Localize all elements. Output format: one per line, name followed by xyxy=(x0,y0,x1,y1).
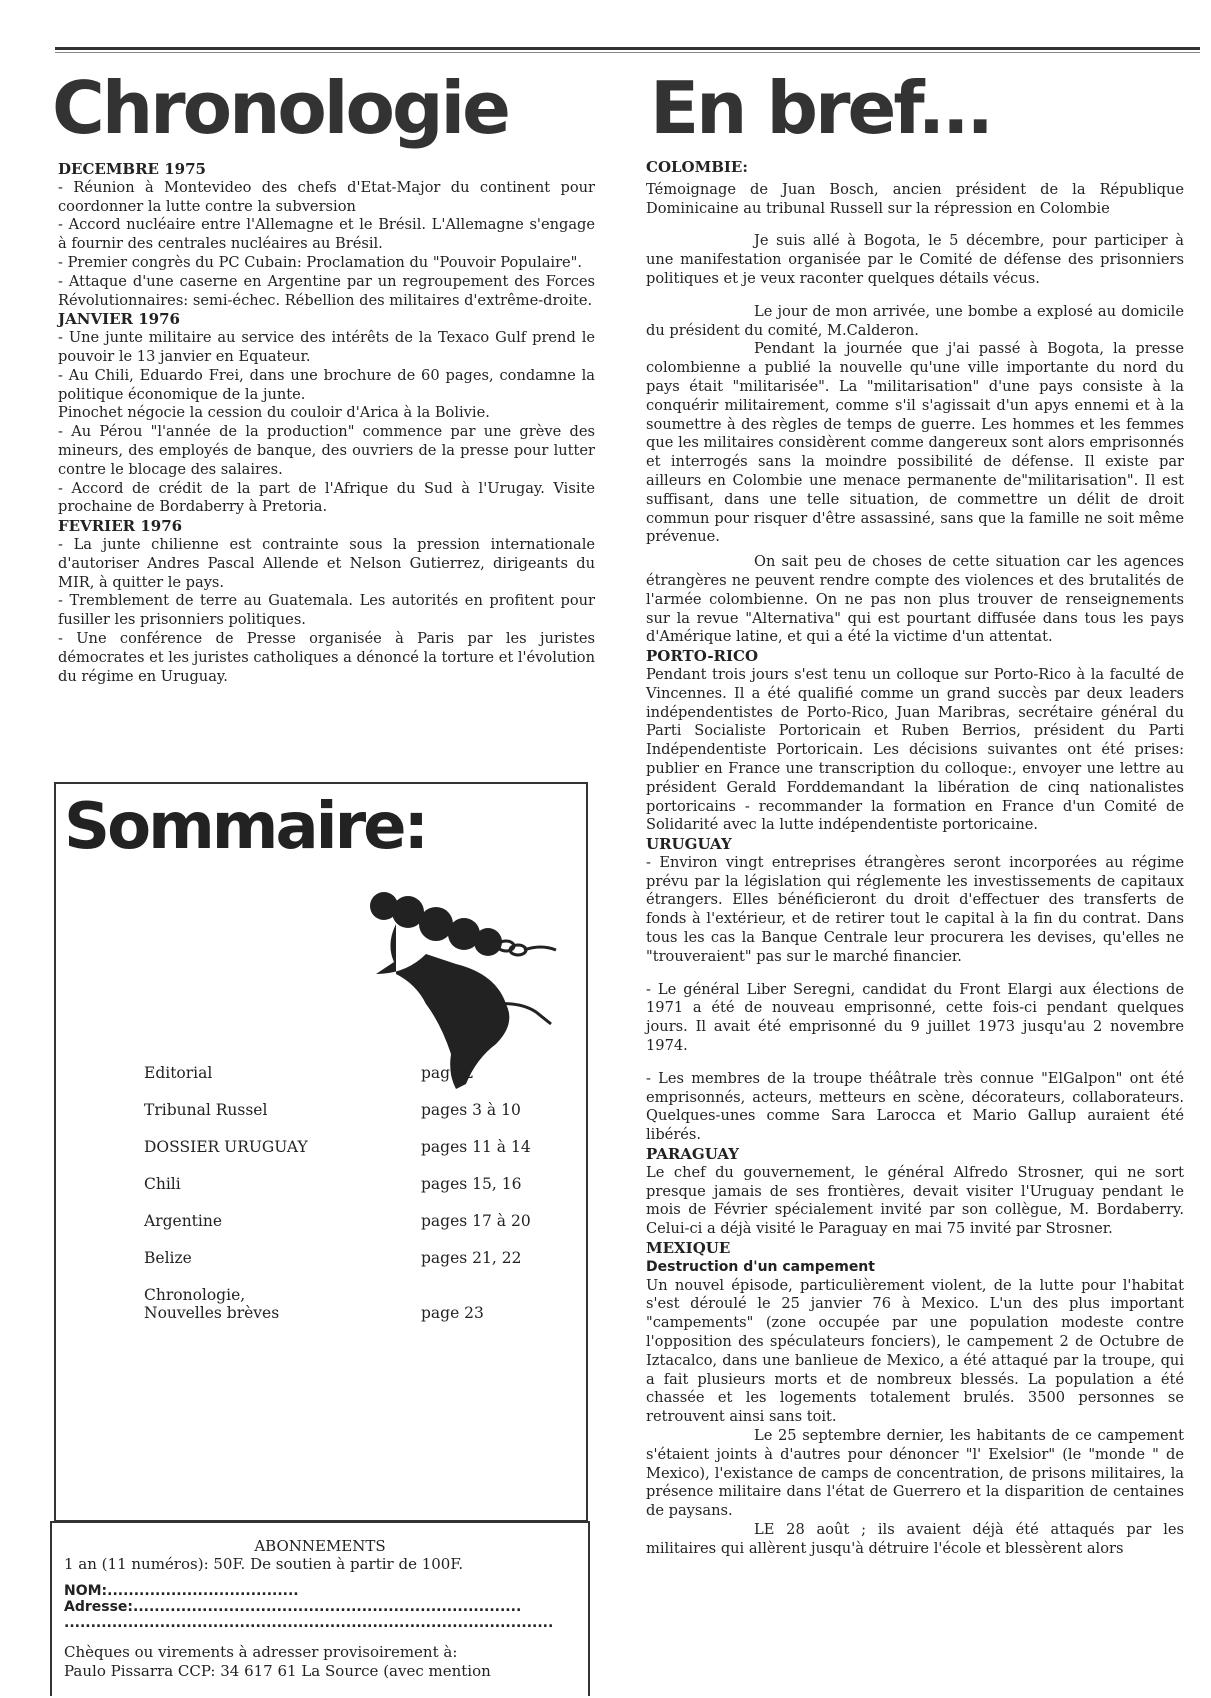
paragraph: Un nouvel épisode, particulièrement violent, de la lutte pour l'habitat s'est déroulé le 25 janvier 76 à Mexico. L'un des plus important "campements" (zone occupée par une population modeste contre l'opposition des spéculateurs fonciers), le campement 2 de Octubre de Iztacalco, dans une banlieue de Mexico, a été attaqué par la troupe, qui a fait plusieurs morts et de nombreux blessés. La population a été chassée et les logements totalement brulés. 3500 personnes se retrouvent ainsi sans toit. xyxy=(646,1276,1184,1426)
chrono-item: - Une junte militaire au service des intérêts de la Texaco Gulf prend le pouvoir le 13 janvier en Equateur. xyxy=(58,329,595,365)
chrono-item: Pinochet négocie la cession du couloir d'Arica à la Bolivie. xyxy=(58,404,490,422)
chrono-item: - Accord nucléaire entre l'Allemagne et le Brésil. L'Allemagne s'engage à fournir des centrales nucléaires au Brésil. xyxy=(58,216,595,253)
chrono-heading: FEVRIER 1976 xyxy=(58,517,183,536)
paragraph: Le 25 septembre dernier, les habitants de ce campement s'étaient joints à d'autres pour dénoncer "l' Exelsior" (le "monde " de Mexico), l'existance de camps de concentration, de prisons militaires, la présence militaire dans l'état de Guerrero et la disparition de centaines de paysans. xyxy=(646,1427,1184,1520)
toc-label: Tribunal Russel xyxy=(144,1101,268,1119)
chrono-item: - Tremblement de terre au Guatemala. Les autorités en profitent pour fusiller les prisonniers politiques. xyxy=(58,592,595,629)
section-uruguay xyxy=(646,835,1184,1145)
section-heading: MEXIQUE xyxy=(646,1239,731,1258)
paragraph: Pendant la journée que j'ai passé à Bogota, la presse colombienne a publié la nouvelle qu'une ville importante du nord du pays était "militarisée". La "militarisation" d'une pays consiste à la conquérir militairement, comme s'il s'agissait d'un apys ennemi et à la soumettre à des règles de temps de guerre. Les hommes et les femmes que les militaires considèrent comme dangereux sont alors emprisonnés et interrogés sans la moindre possibilité de défense. Il existe par ailleurs en Colombie une menace permanente de"militarisation". Il est suffisant, dans une telle situation, de commettre un délit de droit commun pour risquer d'être assassiné, sans que la famille ne soit même prévenue. xyxy=(646,340,1184,546)
paragraph: Le chef du gouvernement, le général Alfredo Strosner, qui ne sort presque jamais de ses frontières, devait visiter l'Uruguay pendant le mois de Février spécialement invité par son collègue, M. Bordaberry. Celui-ci a déjà visité le Paraguay en mai 75 invité par Strosner. xyxy=(646,1163,1184,1238)
chronologie-title: Chronologie xyxy=(52,66,508,150)
section-colombie xyxy=(646,158,1184,647)
chrono-heading: JANVIER 1976 xyxy=(58,310,180,329)
adresse-field[interactable]: Adresse:......................................................................... xyxy=(64,1599,522,1615)
toc-label: Belize xyxy=(144,1249,192,1267)
chrono-item: - Une conférence de Presse organisée à Paris par les juristes démocrates et les juristes catholiques a dénoncé la torture et l'évolution du régime en Uruguay. xyxy=(58,629,595,685)
en-bref-title: En bref... xyxy=(650,66,991,150)
paragraph: - Le général Liber Seregni, candidat du Front Elargi aux élections de 1971 a été de nouveau emprisonné, cette fois-ci pendant quelques jours. Il avait été emprisonné du 9 juillet 1973 jusqu'au 2 novembre 1974. xyxy=(646,980,1184,1055)
paragraph: Je suis allé à Bogota, le 5 décembre, pour participer à une manifestation organisée par le Comité de défense des prisonniers politiques et je veux raconter quelques détails vécus. xyxy=(646,232,1184,287)
chrono-item: - Réunion à Montevideo des chefs d'Etat-Major du continent pour coordonner la lutte contre la subversion xyxy=(58,178,595,215)
section-mexique xyxy=(646,1239,1184,1559)
en-bref-column xyxy=(646,158,1184,1559)
section-heading: URUGUAY xyxy=(646,835,732,854)
paragraph: - Environ vingt entreprises étrangères seront incorporées au régime prévu par la législation qui réglemente les investissements de capitaux étrangers. Elles bénéficieront du droit d'effectuer des transferts de fonds à l'extérieur, et de retirer tout le capital à la fin du contrat. Dans tous les cas la Banque Centrale leur procurera les devises, qu'elles ne "trouveraient" pas sur le marché financier. xyxy=(646,853,1184,965)
top-rule-thin xyxy=(55,52,1200,53)
section-heading: PORTO-RICO xyxy=(646,647,759,666)
toc-page: pages 17 à 20 xyxy=(421,1212,531,1230)
section-porto-rico xyxy=(646,647,1184,835)
toc-page: page 2 xyxy=(421,1064,475,1082)
chrono-item: - Attaque d'une caserne en Argentine par un regroupement des Forces Révolutionnaires: semi-échec. Rébellion des militaires d'extrême-droite. xyxy=(58,272,595,309)
chrono-item: - Accord de crédit de la part de l'Afrique du Sud à l'Urugay. Visite prochaine de Bordaberry à Pretoria. xyxy=(58,479,595,516)
paragraph: Témoignage de Juan Bosch, ancien président de la République Dominicaine au tribunal Russell sur la répression en Colombie xyxy=(646,180,1184,217)
toc-label: Chili xyxy=(144,1175,181,1193)
top-rule xyxy=(55,47,1200,50)
chrono-item: - La junte chilienne est contrainte sous la pression internationale d'autoriser Andres Pascal Allende et Nelson Gutierrez, dirigeants du MIR, à quitter le pays. xyxy=(58,535,595,591)
abonnements-title: ABONNEMENTS xyxy=(254,1537,386,1555)
toc-label xyxy=(144,1286,279,1322)
cut-off-line: Paulo Pissarra CCP: 34 617 61 La Source (avec mention xyxy=(64,1662,491,1680)
toc-label: Argentine xyxy=(144,1212,223,1230)
paragraph: On sait peu de choses de cette situation car les agences étrangères ne peuvent rendre compte des violences et des brutalités de l'armée colombienne. On ne pas non plus trouver de renseignements sur la revue "Alternativa" qui est pourtant diffusée dans tous les pays d'Amérique latine, et qui a été la victime d'un attentat. xyxy=(646,553,1184,646)
chrono-section-fev-1976 xyxy=(58,517,595,686)
adresse-field-line2[interactable]: ............................................................................................ xyxy=(64,1615,554,1631)
section-heading: PARAGUAY xyxy=(646,1145,739,1164)
section-heading: COLOMBIE: xyxy=(646,158,748,176)
toc-label-line1: Chronologie, xyxy=(144,1286,246,1304)
toc-page: pages 11 à 14 xyxy=(421,1138,531,1156)
chronologie-column xyxy=(58,160,595,686)
chrono-heading: DECEMBRE 1975 xyxy=(58,160,206,178)
nom-field[interactable]: NOM:.................................... xyxy=(64,1583,299,1599)
toc-label: DOSSIER URUGUAY xyxy=(144,1138,308,1156)
sommaire-box xyxy=(54,782,588,1522)
sommaire-title: Sommaire: xyxy=(64,790,427,864)
chrono-item: - Au Pérou "l'année de la production" commence par une grève des mineurs, des employés de banque, des ouvriers de la presse pour lutter contre le blocage des salaires. xyxy=(58,423,595,478)
toc-label-line2: Nouvelles brèves xyxy=(144,1304,280,1322)
chrono-section-dec-1975 xyxy=(58,160,595,310)
abonnements-tarif: 1 an (11 numéros): 50F. De soutien à partir de 100F. xyxy=(64,1555,464,1573)
chrono-item: - Au Chili, Eduardo Frei, dans une brochure de 60 pages, condamne la politique économique de la junte. xyxy=(58,366,595,403)
paragraph: Le jour de mon arrivée, une bombe a explosé au domicile du président du comité, M.Calderon. xyxy=(646,302,1184,339)
cheques-text: Chèques ou virements à adresser provisoirement à: xyxy=(64,1643,458,1661)
paragraph: LE 28 août ; ils avaient déjà été attaqués par les militaires qui allèrent jusqu'à détruire l'école et blessèrent alors xyxy=(646,1520,1184,1557)
toc-label: Editorial xyxy=(144,1064,213,1082)
latin-america-map-illustration xyxy=(356,884,596,1094)
toc-page: page 23 xyxy=(421,1304,484,1322)
toc-page: pages 3 à 10 xyxy=(421,1101,521,1119)
toc-page: pages 15, 16 xyxy=(421,1175,522,1193)
section-subheading: Destruction d'un campement xyxy=(646,1258,875,1275)
chrono-section-jan-1976 xyxy=(58,310,595,517)
toc-page: pages 21, 22 xyxy=(421,1249,522,1267)
paragraph: Pendant trois jours s'est tenu un colloque sur Porto-Rico à la faculté de Vincennes. Il a été qualifié comme un grand succès par deux leaders indépendentistes de Porto-Rico, Juan Maribras, secrétaire général du Parti Socialiste Portoricain et Ruben Berrios, président du Parti Indépendentiste Portoricain. Les décisions suivantes ont été prises: publier en France une transcription du colloque:, envoyer une lettre au président Gerald Forddemandant la libération de cinq nationalistes portoricains - recommander la formation en France d'un Comité de Solidarité avec la lutte indépendentiste portoricaine. xyxy=(646,665,1184,834)
section-paraguay xyxy=(646,1145,1184,1239)
chrono-item: - Premier congrès du PC Cubain: Proclamation du "Pouvoir Populaire". xyxy=(58,253,583,271)
abonnements-box xyxy=(50,1521,590,1696)
paragraph: - Les membres de la troupe théâtrale très connue "ElGalpon" ont été emprisonnés, acteurs, metteurs en scène, décorateurs, collaborateurs. Quelques-unes comme Sara Larocca et Mario Gallup auraient été libérés. xyxy=(646,1069,1184,1144)
